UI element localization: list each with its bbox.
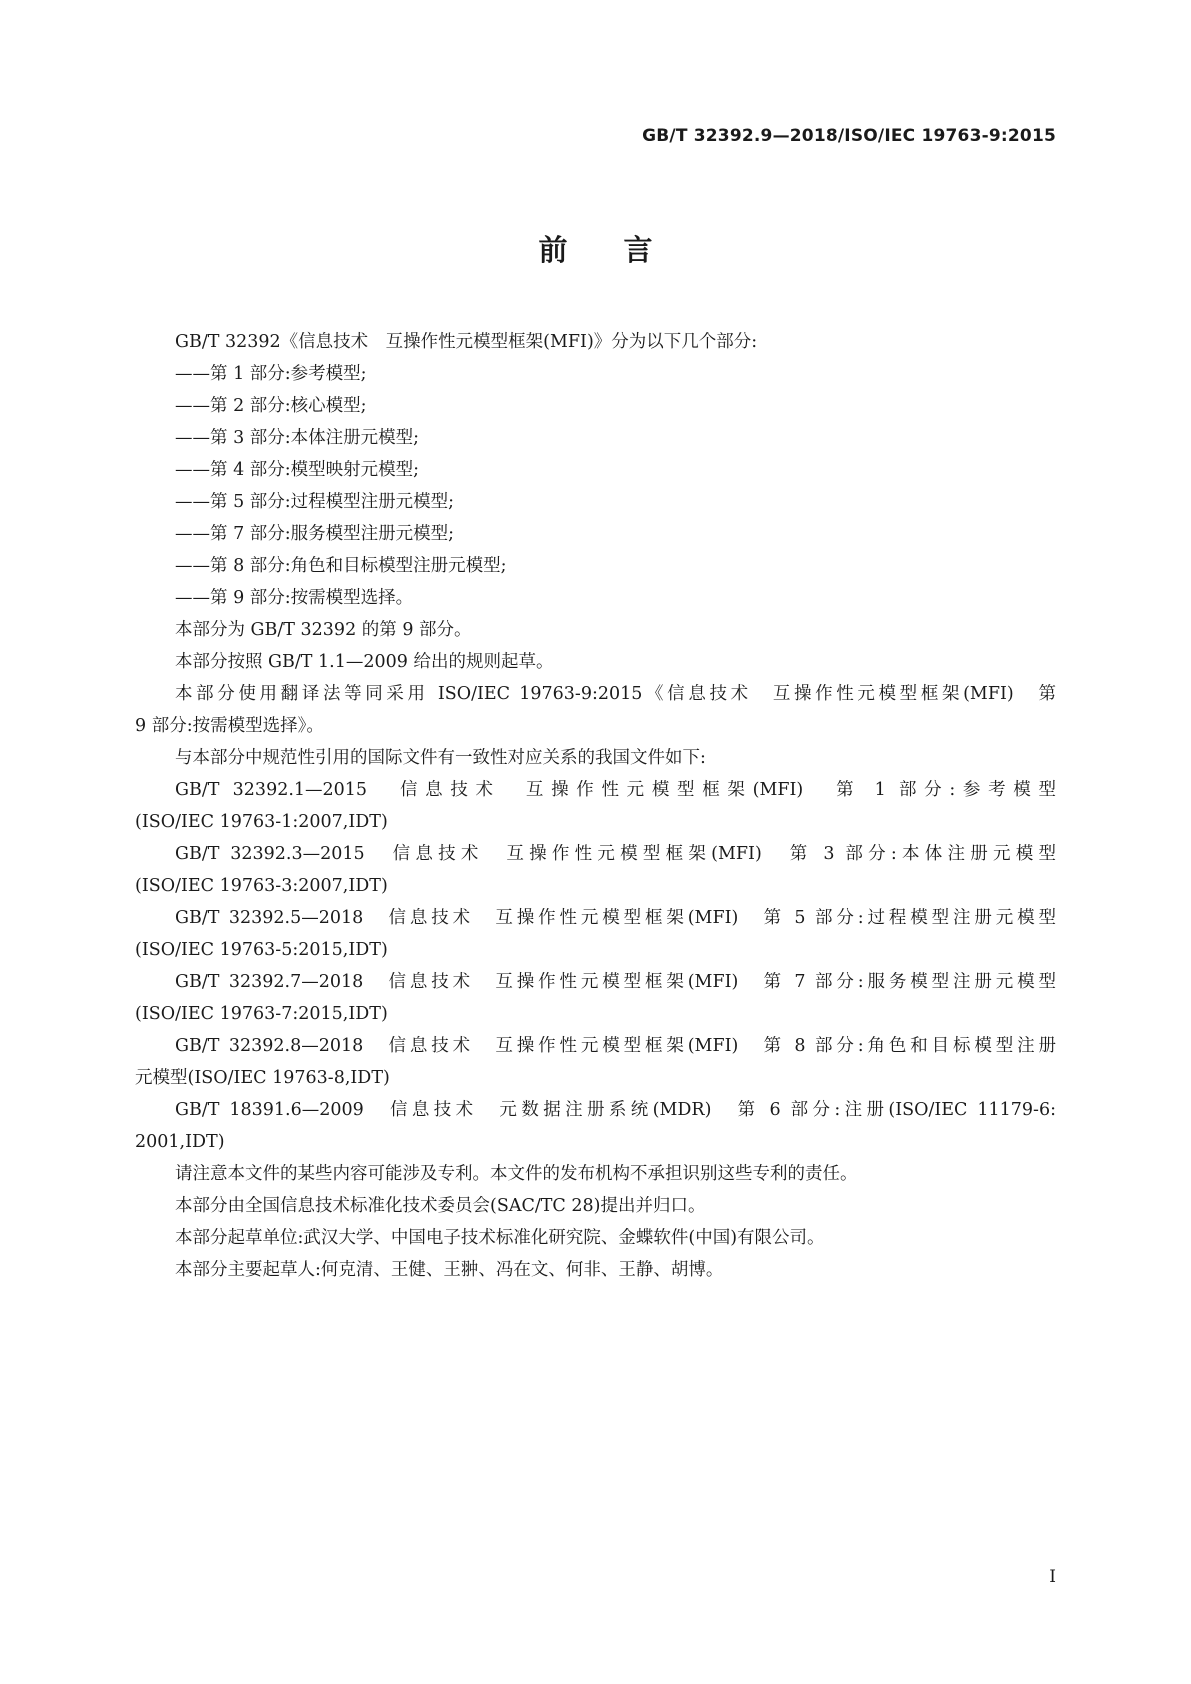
reference-entry-line1: GB/T 32392.8—2018 信息技术 互操作性元模型框架(MFI) 第 8 部分:角色和目标模型注册 bbox=[175, 1036, 1056, 1056]
part-list-item: ——第 1 部分:参考模型; bbox=[175, 364, 367, 384]
patent-notice-paragraph: 请注意本文件的某些内容可能涉及专利。本文件的发布机构不承担识别这些专利的责任。 bbox=[175, 1164, 858, 1184]
drafting-rules-paragraph: 本部分按照 GB/T 1.1—2009 给出的规则起草。 bbox=[175, 652, 554, 672]
reference-entry-line1: GB/T 32392.7—2018 信息技术 互操作性元模型框架(MFI) 第 7 部分:服务模型注册元模型 bbox=[175, 972, 1056, 992]
part-of-paragraph: 本部分为 GB/T 32392 的第 9 部分。 bbox=[175, 620, 472, 640]
drafters-paragraph: 本部分主要起草人:何克清、王健、王翀、冯在文、何非、王静、胡博。 bbox=[175, 1260, 724, 1280]
reference-entry-line1: GB/T 32392.3—2015 信息技术 互操作性元模型框架(MFI) 第 3 部分:本体注册元模型 bbox=[175, 844, 1056, 864]
reference-entry-line2: 元模型(ISO/IEC 19763-8,IDT) bbox=[135, 1068, 390, 1088]
intro-paragraph: GB/T 32392《信息技术 互操作性元模型框架(MFI)》分为以下几个部分: bbox=[175, 332, 758, 352]
translation-paragraph-line1: 本部分使用翻译法等同采用 ISO/IEC 19763-9:2015《信息技术 互操作性元模型框架(MFI) 第 bbox=[175, 684, 1056, 704]
proposed-by-paragraph: 本部分由全国信息技术标准化技术委员会(SAC/TC 28)提出并归口。 bbox=[175, 1196, 706, 1216]
drafting-organizations-paragraph: 本部分起草单位:武汉大学、中国电子技术标准化研究院、金蝶软件(中国)有限公司。 bbox=[175, 1228, 825, 1248]
part-list-item: ——第 8 部分:角色和目标模型注册元模型; bbox=[175, 556, 507, 576]
reference-entry-line1: GB/T 32392.5—2018 信息技术 互操作性元模型框架(MFI) 第 5 部分:过程模型注册元模型 bbox=[175, 908, 1056, 928]
part-list-item: ——第 5 部分:过程模型注册元模型; bbox=[175, 492, 455, 512]
reference-entry-line1: GB/T 32392.1—2015 信息技术 互操作性元模型框架(MFI) 第 1 部分:参考模型 bbox=[175, 780, 1056, 800]
reference-entry-line2: (ISO/IEC 19763-1:2007,IDT) bbox=[135, 812, 388, 832]
reference-entry-line1: GB/T 18391.6—2009 信息技术 元数据注册系统(MDR) 第 6 部分:注册(ISO/IEC 11179-6: bbox=[175, 1100, 1056, 1120]
page-number: I bbox=[1049, 1567, 1056, 1587]
correspondence-paragraph: 与本部分中规范性引用的国际文件有一致性对应关系的我国文件如下: bbox=[175, 748, 706, 768]
reference-entry-line2: 2001,IDT) bbox=[135, 1132, 225, 1152]
foreword-body bbox=[135, 326, 1056, 1286]
part-list-item: ——第 7 部分:服务模型注册元模型; bbox=[175, 524, 455, 544]
translation-paragraph-line2: 9 部分:按需模型选择》。 bbox=[135, 716, 324, 736]
reference-entry-line2: (ISO/IEC 19763-7:2015,IDT) bbox=[135, 1004, 388, 1024]
page-title: 前言 bbox=[538, 233, 709, 267]
reference-entry-line2: (ISO/IEC 19763-3:2007,IDT) bbox=[135, 876, 388, 896]
part-list-item: ——第 4 部分:模型映射元模型; bbox=[175, 460, 420, 480]
standard-code-header: GB/T 32392.9—2018/ISO/IEC 19763-9:2015 bbox=[642, 126, 1056, 146]
part-list-item: ——第 9 部分:按需模型选择。 bbox=[175, 588, 414, 608]
part-list-item: ——第 3 部分:本体注册元模型; bbox=[175, 428, 420, 448]
part-list-item: ——第 2 部分:核心模型; bbox=[175, 396, 367, 416]
reference-entry-line2: (ISO/IEC 19763-5:2015,IDT) bbox=[135, 940, 388, 960]
